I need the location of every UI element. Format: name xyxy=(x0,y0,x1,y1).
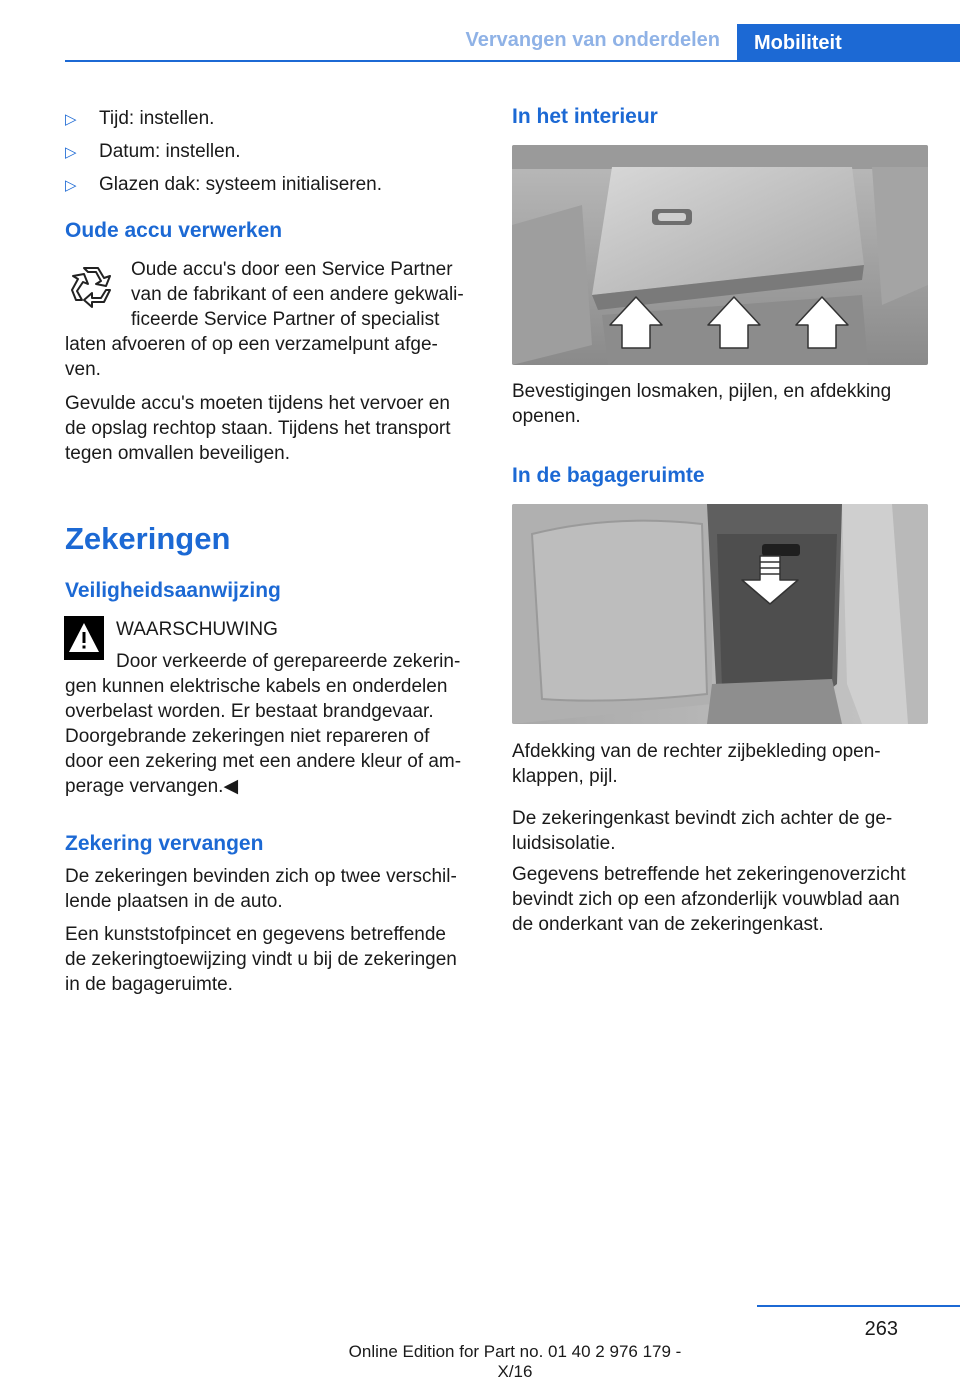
warning-line: Door verkeerde of gerepareerde zekerin- xyxy=(116,651,461,672)
heading-replace-fuse: Zekering vervangen xyxy=(65,832,264,855)
old-battery-line: ficeerde Service Partner of specialist xyxy=(131,309,440,330)
old-battery-line: van de fabrikant of een andere gekwali- xyxy=(131,284,464,305)
recycle-icon xyxy=(66,260,116,310)
overview-line: de onderkant van de zekeringenkast. xyxy=(512,914,824,935)
bullet-mark: ▷ xyxy=(65,177,77,194)
overview-line: bevindt zich op een afzonderlijk vouwblad aan xyxy=(512,889,900,910)
warning-line: Doorgebrande zekeringen niet repareren of xyxy=(65,726,430,747)
fusebox-line: De zekeringenkast bevindt zich achter de ge- xyxy=(512,808,893,829)
header-section-title: Vervangen van onderdelen xyxy=(465,29,720,51)
header-rule xyxy=(65,60,960,62)
tweezer-line: in de bagageruimte. xyxy=(65,974,233,995)
warning-title: WAARSCHUWING xyxy=(116,619,278,640)
bullet-mark: ▷ xyxy=(65,144,77,161)
bullet-item-date: Datum: instellen. xyxy=(99,141,241,162)
interior-caption-line: Bevestigingen losmaken, pijlen, en afdekking xyxy=(512,381,892,402)
replace-line: De zekeringen bevinden zich op twee verschil- xyxy=(65,866,457,887)
interior-caption-line: openen. xyxy=(512,406,581,427)
tweezer-line: Een kunststofpincet en gegevens betreffende xyxy=(65,924,446,945)
warning-line: gen kunnen elektrische kabels en onderdelen xyxy=(65,676,448,697)
transport-line: Gevulde accu's moeten tijdens het vervoer en xyxy=(65,393,450,414)
trunk-caption-line: Afdekking van de rechter zijbekleding open- xyxy=(512,741,881,762)
old-battery-line: Oude accu's door een Service Partner xyxy=(131,259,453,280)
transport-line: tegen omvallen beveiligen. xyxy=(65,443,290,464)
old-battery-line: ven. xyxy=(65,359,101,380)
warning-line: perage vervangen.◀ xyxy=(65,776,239,797)
bullet-item-time: Tijd: instellen. xyxy=(99,108,215,129)
replace-line: lende plaatsen in de auto. xyxy=(65,891,283,912)
overview-line: Gegevens betreffende het zekeringenoverzicht xyxy=(512,864,906,885)
old-battery-line: laten afvoeren of op een verzamelpunt afge- xyxy=(65,334,438,355)
trunk-side-panel-photo xyxy=(512,504,928,724)
header-chapter-tab: Mobiliteit xyxy=(737,24,960,62)
warning-line: overbelast worden. Er bestaat brandgevaar. xyxy=(65,701,434,722)
trunk-caption-line: klappen, pijl. xyxy=(512,766,618,787)
heading-safety: Veiligheidsaanwijzing xyxy=(65,579,281,602)
fusebox-line: luidsisolatie. xyxy=(512,833,616,854)
footer-rule xyxy=(757,1305,960,1307)
heading-trunk: In de bagageruimte xyxy=(512,464,705,487)
heading-old-battery: Oude accu verwerken xyxy=(65,219,283,242)
interior-glovebox-photo xyxy=(512,145,928,365)
transport-line: de opslag rechtop staan. Tijdens het transport xyxy=(65,418,451,439)
bullet-mark: ▷ xyxy=(65,111,77,128)
tweezer-line: de zekeringtoewijzing vindt u bij de zekeringen xyxy=(65,949,457,970)
page-number: 263 xyxy=(864,1318,898,1340)
bullet-item-roof: Glazen dak: systeem initialiseren. xyxy=(99,174,383,195)
footer-edition: Online Edition for Part no. 01 40 2 976 179 - X/16 xyxy=(348,1342,682,1381)
warning-line: door een zekering met een andere kleur of am- xyxy=(65,751,462,772)
warning-icon xyxy=(64,616,104,660)
heading-fuses: Zekeringen xyxy=(65,521,231,556)
heading-interior: In het interieur xyxy=(512,105,658,128)
